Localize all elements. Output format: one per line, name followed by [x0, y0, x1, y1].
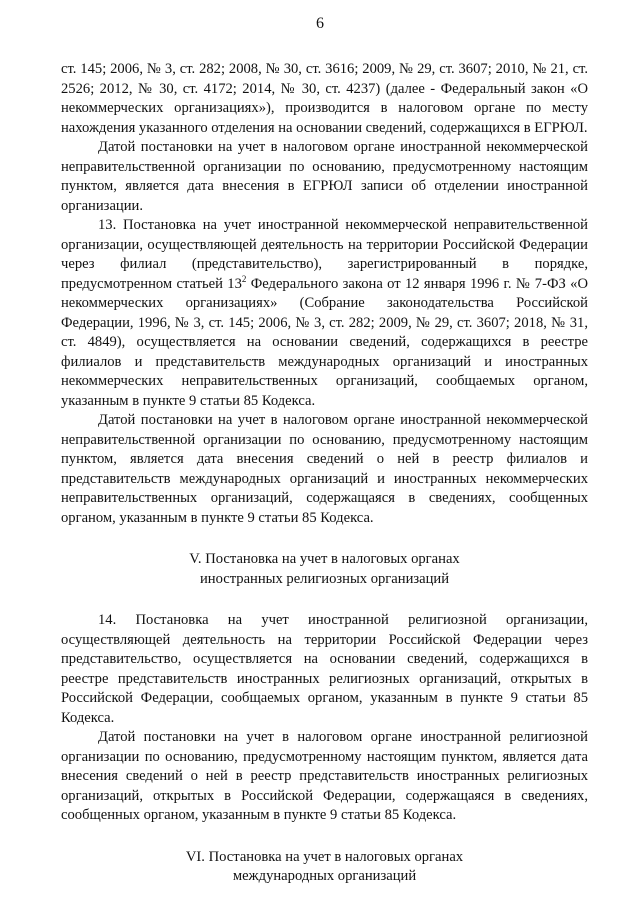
section-v-title-line-2: иностранных религиозных организаций — [199, 570, 450, 587]
page-number: 6 — [316, 15, 324, 32]
section-v-title-line-1: V. Постановка на учет в налоговых органах — [189, 551, 460, 567]
paragraph-registration-date-item-14: Датой постановки на учет в налоговом органе иностранной религиозной организации по основанию, предусмотренному настоящим пунктом, является дата внесения сведений о ней в реестр представительств иностранных религиозных организаций, открытых в Российской Федерации, содержащаяся в сведениях, сообщенных органом, указанным в пункте 9 статьи 85 Кодекса. — [61, 729, 588, 823]
paragraph-item-13 — [61, 216, 588, 411]
document-body — [61, 60, 588, 909]
paragraph-continuation: ст. 145; 2006, № 3, ст. 282; 2008, № 30, ст. 3616; 2009, № 29, ст. 3607; 2010, № 21, ст. 2526; 2012, № 30, ст. 4172; 2014, № 30, ст. 4237) (далее - Федеральный закон «О некоммерческих организациях»), производится в налоговом органе по месту нахождения указанного отделения на основании сведений, содержащихся в ЕГРЮЛ. — [61, 61, 588, 136]
article-superscript: 2 — [241, 273, 247, 284]
paragraph-registration-date-branch: Датой постановки на учет в налоговом органе иностранной некоммерческой неправительственной организации по основанию, предусмотренному настоящим пунктом, является дата внесения в ЕГРЮЛ записи об отделении иностранной организации. — [61, 139, 588, 214]
section-vi-title-line-1: VI. Постановка на учет в налоговых органах — [185, 848, 464, 865]
item-13-text-start: 13. Постановка на учет иностранной некоммерческой неправительственной организации, осуществляющей деятельность на территории Российской Федерации через филиал (представительство), зарегистрированный в порядке, предусмотренном статьей 13 — [61, 217, 588, 292]
section-vi-title-line-2: международных организаций — [232, 868, 417, 884]
section-heading-vi — [61, 848, 588, 887]
section-heading-v — [61, 550, 588, 589]
paragraph-registration-date-item-13: Датой постановки на учет в налоговом органе иностранной некоммерческой неправительственной организации по основанию, предусмотренному настоящим пунктом, является дата внесения сведений о ней в реестр филиалов и представительств международных организаций и иностранных некоммерческих неправительственных организаций, содержащаяся в сведениях, сообщенных органом, указанным в пункте 9 статьи 85 Кодекса. — [61, 412, 588, 526]
item-13-text-end: Федерального закона от 12 января 1996 г. № 7-ФЗ «О некоммерческих организациях» (Собрание законодательства Российской Федерации, 1996, № 3, ст. 145; 2006, № 3, ст. 282; 2009, № 29, ст. 3607; 2018, № 31, ст. 4849), осуществляется на основании сведений, содержащихся в реестре филиалов и представительств международных организаций и иностранных некоммерческих неправительственных организаций, сообщаемых органом, указанным в пункте 9 статьи 85 Кодекса. — [61, 275, 588, 409]
paragraph-item-14: 14. Постановка на учет иностранной религиозной организации, осуществляющей деятельность на территории Российской Федерации через представительство, осуществляется на основании сведений, содержащихся в реестре представительств иностранных религиозных организаций, открытых в Российской Федерации, сообщаемых органом, указанным в пункте 9 статьи 85 Кодекса. — [61, 612, 588, 726]
